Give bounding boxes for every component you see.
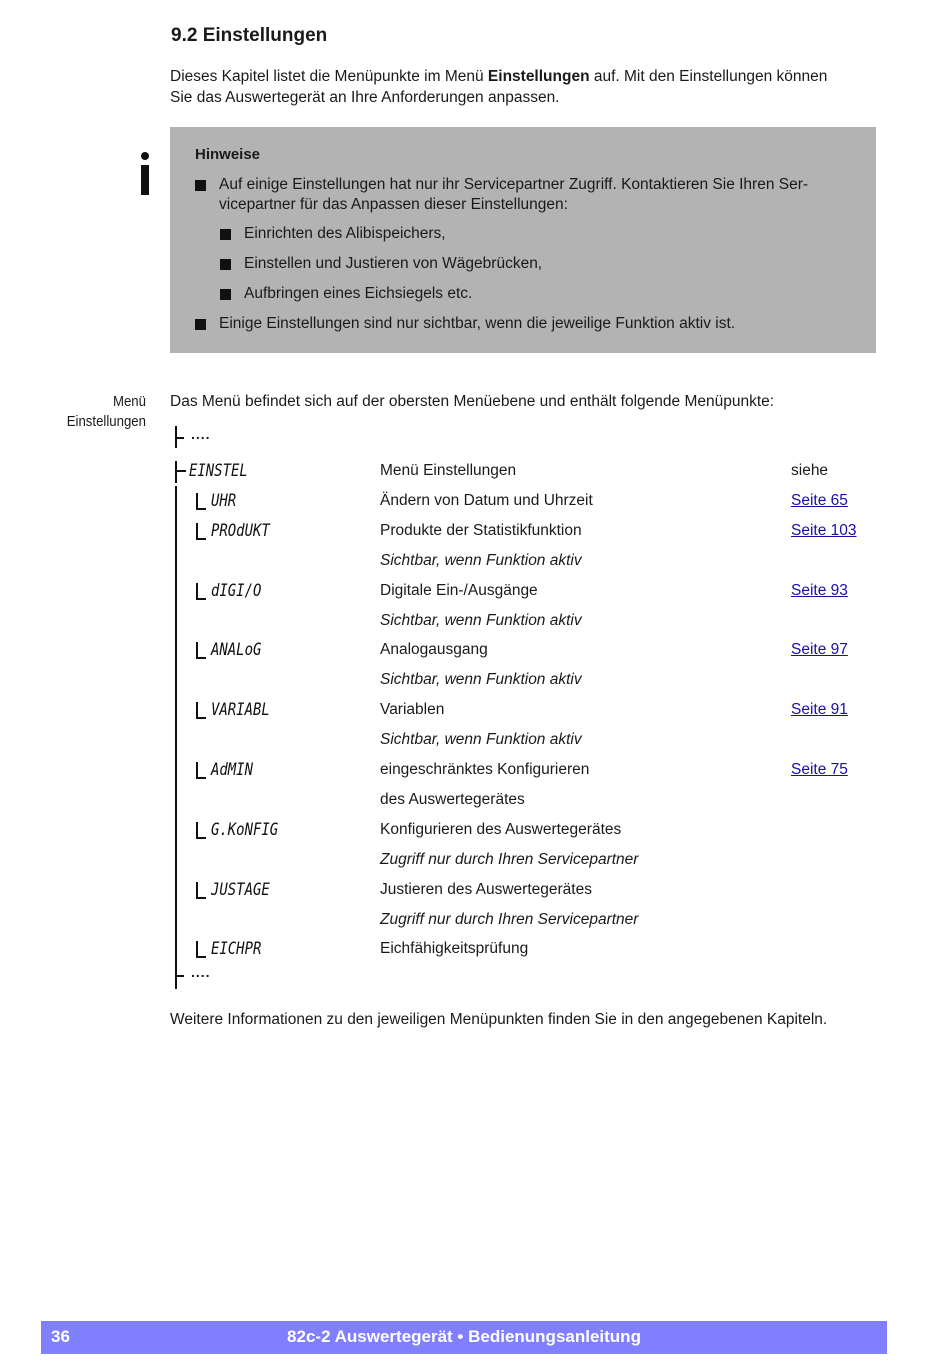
menu-description: Justieren des Auswertegerätes [380, 880, 592, 898]
tree-sub-branch [196, 598, 206, 600]
menu-code: EICHPR [211, 939, 262, 960]
menu-code: PROdUKT [211, 520, 270, 541]
tree-branch [175, 975, 184, 977]
menu-description: eingeschränktes Konfigurieren [380, 761, 590, 778]
bullet-square-icon [195, 180, 206, 191]
menu-description: Sichtbar, wenn Funktion aktiv [380, 671, 582, 689]
tree-line [175, 965, 177, 989]
menu-code: UHR [211, 490, 237, 511]
page-reference-link[interactable]: Seite 65 [791, 491, 848, 509]
note-item-text-cont: vicepartner für das Anpassen dieser Einstellungen: [219, 196, 568, 213]
tree-sub-branch [196, 508, 206, 510]
tree-sub-branch [196, 657, 206, 659]
menu-description: Menü Einstellungen [380, 462, 517, 479]
intro-paragraph [170, 66, 890, 108]
tree-ellipsis-top: .... [191, 426, 211, 442]
bullet-square-icon [220, 229, 231, 240]
menu-intro: Das Menü befindet sich auf der obersten Menüebene und enthält folgende Menüpunkte: [170, 393, 775, 410]
section-title: 9.2 Einstellungen [171, 25, 328, 46]
menu-description: Variablen [380, 701, 445, 719]
notes-heading: Hinweise [195, 146, 261, 163]
closing-paragraph: Weitere Informationen zu den jeweiligen Menüpunkten finden Sie in den angegebenen Kapiteln. [170, 1011, 828, 1028]
menu-description: Sichtbar, wenn Funktion aktiv [380, 731, 582, 749]
tree-line [175, 461, 177, 483]
menu-code: JUSTAGE [211, 879, 270, 900]
tree-sub-branch [196, 717, 206, 719]
page-reference-link[interactable]: Seite 91 [791, 701, 848, 719]
menu-description: Zugriff nur durch Ihren Servicepartner [380, 850, 639, 868]
margin-label: Menü Einstellungen [66, 393, 146, 430]
menu-code: VARIABL [211, 700, 270, 721]
menu-code: ANALoG [211, 640, 262, 661]
menu-description: Produkte der Statistikfunktion [380, 521, 582, 539]
menu-code: AdMIN [211, 760, 253, 780]
menu-description: Eichfähigkeitsprüfung [380, 940, 529, 958]
page-number: 36 [51, 1327, 70, 1346]
menu-description: Ändern von Datum und Uhrzeit [380, 491, 593, 509]
page-reference-link[interactable]: Seite 97 [791, 641, 848, 659]
tree-sub-branch [196, 538, 206, 540]
menu-description: des Auswertegerätes [380, 790, 525, 808]
bullet-square-icon [220, 289, 231, 300]
footer-title: 82c-2 Auswertegerät • Bedienungsanleitung [287, 1327, 641, 1346]
tree-sub-branch [196, 897, 206, 899]
tree-sub-branch [196, 956, 206, 958]
menu-description: Digitale Ein-/Ausgänge [380, 581, 538, 599]
bullet-square-icon [220, 259, 231, 270]
intro-bold-term: Einstellungen [487, 68, 590, 85]
page-reference-link[interactable]: Seite 93 [791, 581, 848, 599]
menu-description: Sichtbar, wenn Funktion aktiv [380, 611, 582, 629]
menu-code: EINSTEL [189, 461, 248, 481]
page-reference-link[interactable]: Seite 103 [791, 521, 857, 539]
tree-sub-branch [196, 837, 206, 839]
bullet-square-icon [195, 319, 206, 330]
note-item-text: Auf einige Einstellungen hat nur ihr Servicepartner Zugriff. Kontaktieren Sie Ihren Ser- [219, 176, 809, 193]
tree-sub-branch [196, 777, 206, 779]
info-icon [138, 152, 152, 196]
intro-text-start: Dieses Kapitel listet die Menüpunkte im Menü [170, 68, 488, 85]
reference-label: siehe [791, 462, 829, 479]
page-reference-link[interactable]: Seite 75 [791, 761, 848, 778]
menu-description: Analogausgang [380, 641, 488, 659]
menu-description: Zugriff nur durch Ihren Servicepartner [380, 910, 639, 928]
intro-text-end: auf. Mit den Einstellungen können [589, 68, 828, 85]
menu-description: Sichtbar, wenn Funktion aktiv [380, 551, 582, 569]
menu-code: dIGI/O [211, 580, 262, 601]
tree-ellipsis-bottom: .... [191, 964, 211, 980]
tree-trunk [175, 486, 177, 968]
tree-branch [175, 437, 184, 439]
page-footer [41, 1321, 887, 1354]
notes-box: Hinweise Auf einige Einstellungen hat nur ihr Servicepartner Zugriff. Kontaktieren Sie Ihren Ser- vicepartner für das Anpassen dieser Einstellungen: Einrichten des Alibispeichers, Einstellen und Justieren von Wägebrücken, Aufbringen eines Eichsiegels etc. Einige Einstellungen sind nur sichtbar, wenn die jeweilige Funktion aktiv ist. [170, 127, 876, 353]
menu-description: Konfigurieren des Auswertegerätes [380, 820, 622, 838]
tree-branch [175, 470, 186, 472]
intro-text-line2: Sie das Auswertegerät an Ihre Anforderungen anpassen. [170, 89, 560, 106]
menu-code: G.KoNFIG [211, 819, 279, 840]
